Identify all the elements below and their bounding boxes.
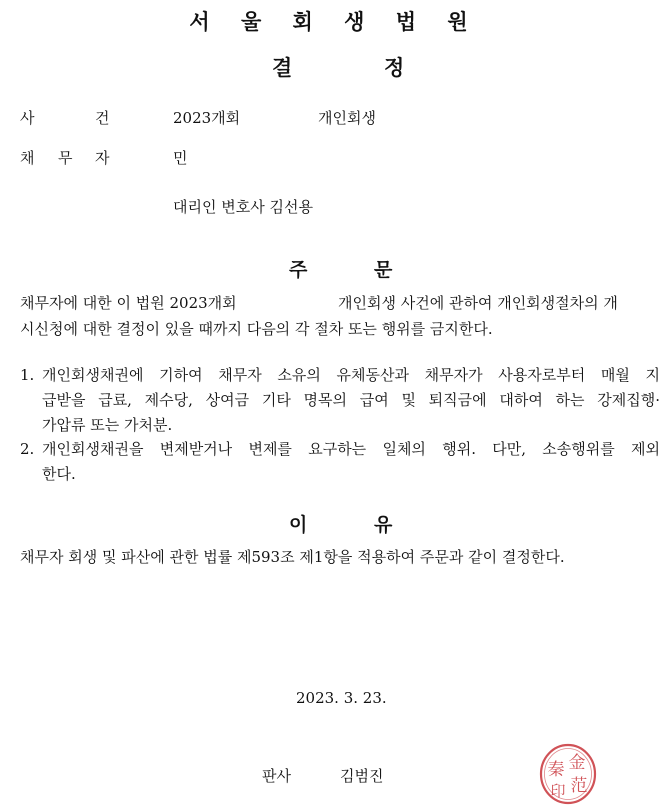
main-heading-left: 주	[289, 259, 308, 281]
list-item-line: 급받을 급료, 제수당, 상여금 기타 명목의 급여 및 퇴직금에 대하여 하는 강제집행·	[42, 391, 660, 409]
debtor-label-char: 채	[20, 149, 35, 167]
case-name: 개인회생	[318, 109, 376, 127]
main-text	[20, 288, 660, 346]
document-title-left: 결	[272, 56, 293, 80]
judge-seal-stamp	[539, 743, 597, 805]
case-number: 2023개회	[173, 109, 241, 127]
reason-heading-left: 이	[289, 514, 308, 536]
main-text-line2: 시신청에 대한 결정이 있을 때까지 다음의 각 절차 또는 행위를 금지한다.	[20, 320, 493, 338]
seal-char: 范	[570, 776, 588, 796]
judge-name: 김범진	[340, 767, 384, 785]
seal-char: 印	[550, 782, 566, 800]
list-item-number: 1.	[20, 366, 35, 384]
reason-text: 채무자 회생 및 파산에 관한 법률 제593조 제1항을 적용하여 주문과 같이 결정한다.	[20, 548, 565, 566]
main-text-line1-a: 채무자에 대한 이 법원 2023개회	[20, 294, 237, 312]
list-item	[20, 437, 660, 489]
document-title-right: 정	[384, 56, 405, 80]
reason-heading-right: 유	[374, 514, 393, 536]
debtor-name: 민	[173, 149, 188, 167]
case-label-char: 사	[20, 109, 35, 127]
main-heading-right: 문	[374, 259, 393, 281]
list-item-number: 2.	[20, 440, 35, 458]
case-label-char: 건	[95, 109, 110, 127]
list-item-line: 가압류 또는 가처분.	[42, 416, 173, 434]
court-name: 서 울 회 생 법 원	[189, 10, 480, 34]
agent-line: 대리인 변호사 김선용	[173, 198, 313, 216]
decision-date: 2023. 3. 23.	[296, 689, 387, 707]
list-item-line: 개인회생채권에 기하여 채무자 소유의 유체동산과 채무자가 사용자로부터 매월 지	[42, 366, 660, 384]
judge-title: 판사	[262, 767, 291, 785]
debtor-label-char: 무	[58, 149, 73, 167]
list-item-line: 한다.	[42, 465, 76, 483]
seal-char: 金	[568, 753, 586, 773]
list-item	[20, 363, 660, 443]
seal-char: 秦	[547, 760, 565, 780]
list-item-line: 개인회생채권을 변제받거나 변제를 요구하는 일체의 행위. 다만, 소송행위를 제외	[42, 440, 660, 458]
main-text-line1-b: 개인회생 사건에 관하여 개인회생절차의 개	[338, 294, 618, 312]
debtor-label-char: 자	[95, 149, 110, 167]
